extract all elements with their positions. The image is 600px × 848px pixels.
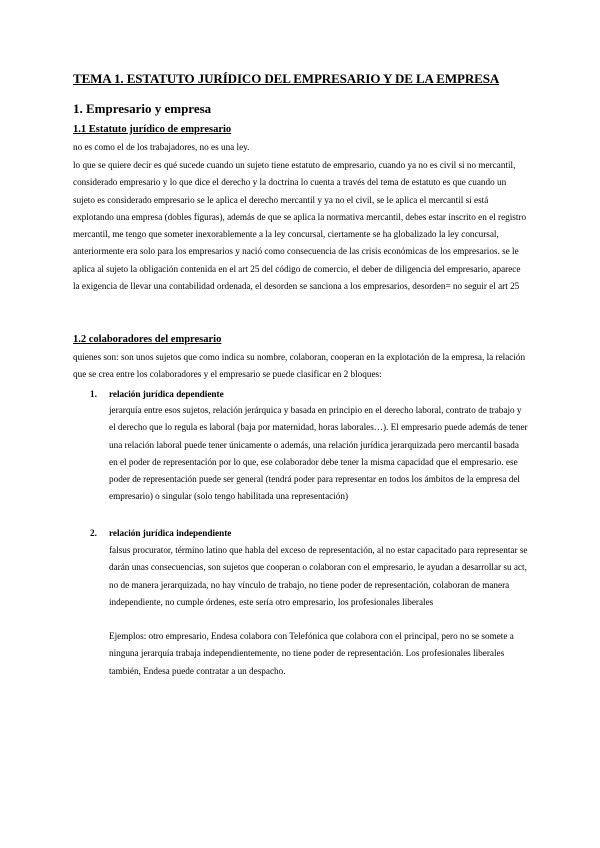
list-item-body-dependiente: jerarquía entre esos sujetos, relación jerárquica y basada en principio en el derecho laboral, contrato de trabajo y el derecho que lo regula es laboral (baja por maternidad, horas laborales…). El empresario puede además de tener una relación laboral puede tener únicamente o además, una relación jurídica jerarquizada pero mercantil basada en el poder de representación por lo que, ese colaborador debe tener la misma capacidad que el empresario. ese poder de representación puede ser general (tendrá poder para representar en todos los ámbitos de la empresa del empresario) o singular (solo tengo habilitada una representación) — [109, 405, 528, 502]
subsection-heading-estatuto-juridico: 1.1 Estatuto jurídico de empresario — [73, 124, 232, 135]
list-item-title-independiente: relación jurídica independiente — [109, 528, 232, 538]
list-item-number-1: 1. — [90, 389, 97, 399]
document-title: TEMA 1. ESTATUTO JURÍDICO DEL EMPRESARIO Y DE LA EMPRESA — [73, 71, 500, 86]
list-item-body-independiente: falsus procurator, término latino que habla del exceso de representación, al no estar capacitado para representar se darán unas consecuencias, son sujetos que cooperan o colaboran con el empresario, le ayudan a desarrollar su act, no de manera jerarquizada, no hay vínculo de trabajo, no tiene poder de representación, colaboran de manera independiente, no cumple órdenes, este sería otro empresario, los profesionales liberales — [109, 545, 528, 607]
colaboradores-intro: quienes son: son unos sujetos que como indica su nombre, colaboran, cooperan en la explotación de la empresa, la relación que se crea entre los colaboradores y el empresario se puede clasificar en 2 bloques: — [73, 352, 526, 380]
subsection-heading-colaboradores: 1.2 colaboradores del empresario — [73, 334, 222, 345]
list-item-number-2: 2. — [90, 528, 97, 538]
estatuto-intro-line: no es como el de los trabajadores, no es una ley. — [73, 142, 250, 152]
section-heading-empresario-y-empresa: 1. Empresario y empresa — [73, 101, 212, 116]
list-item-title-dependiente: relación jurídica dependiente — [109, 389, 224, 399]
list-item-examples-independiente: Ejemplos: otro empresario, Endesa colabora con Telefónica que colabora con el principal, pero no se somete a ninguna jerarquía trabaja independientemente, no tiene poder de representación. Los profesionales liberales también, Endesa puede contratar a un despacho. — [109, 631, 514, 676]
estatuto-paragraph: lo que se quiere decir es qué sucede cuando un sujeto tiene estatuto de empresario, cuando ya no es civil si no mercantil, considerado empresario y lo que dice el derecho y la doctrina lo cuenta a través del tema de estatuto es que cuando un sujeto es considerado empresario se le aplica el derecho mercantil y ya no el civil, se le aplica el mercantil si está explotando una empresa (dobles figuras), además de que se aplica la normativa mercantil, debes estar inscrito en el registro mercantil, me tengo que someter inexorablemente a la ley concursal, ciertamente se ha globalizado la ley concursal, anteriormente era solo para los empresarios y nació como consecuencia de las crisis económicas de los empresarios. se le aplica al sujeto la obligación contenida en el art 25 del código de comercio, el deber de diligencia del empresario, aparece la exigencia de llevar una contabilidad ordenada, el desorden se sanciona a los empresarios, desorden= no seguir el art 25 — [73, 160, 527, 292]
